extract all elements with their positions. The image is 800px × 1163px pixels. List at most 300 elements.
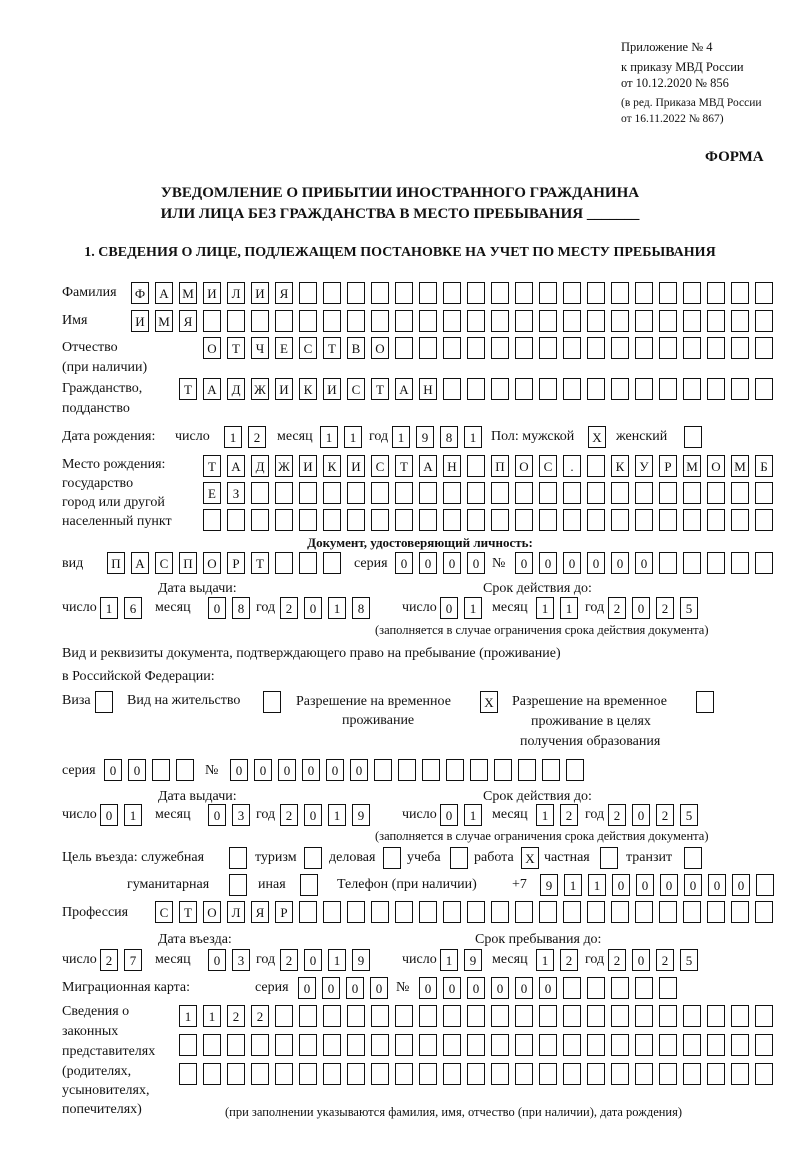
char-box[interactable]: [707, 482, 725, 504]
char-box[interactable]: [755, 310, 773, 332]
char-box[interactable]: [422, 759, 440, 781]
char-box[interactable]: [491, 310, 509, 332]
char-box[interactable]: 2: [656, 949, 674, 971]
char-box[interactable]: [755, 509, 773, 531]
char-box[interactable]: 1: [179, 1005, 197, 1027]
char-box[interactable]: [419, 1063, 437, 1085]
char-box[interactable]: О: [707, 455, 725, 477]
char-box[interactable]: [563, 901, 581, 923]
char-box[interactable]: [323, 509, 341, 531]
char-box[interactable]: [587, 1063, 605, 1085]
char-box[interactable]: 1: [124, 804, 142, 826]
char-box[interactable]: Л: [227, 901, 245, 923]
sex-female-checkbox[interactable]: [684, 426, 702, 448]
char-box[interactable]: [467, 1063, 485, 1085]
char-box[interactable]: 0: [346, 977, 364, 999]
char-box[interactable]: 9: [352, 949, 370, 971]
char-box[interactable]: 1: [100, 597, 118, 619]
char-box[interactable]: 9: [416, 426, 434, 448]
char-box[interactable]: 2: [656, 804, 674, 826]
char-box[interactable]: Т: [323, 337, 341, 359]
char-box[interactable]: [323, 482, 341, 504]
char-box[interactable]: 0: [419, 552, 437, 574]
char-box[interactable]: [347, 482, 365, 504]
char-box[interactable]: [299, 901, 317, 923]
char-box[interactable]: [152, 759, 170, 781]
char-box[interactable]: Т: [251, 552, 269, 574]
char-box[interactable]: И: [251, 282, 269, 304]
char-box[interactable]: [419, 310, 437, 332]
char-box[interactable]: [635, 901, 653, 923]
char-box[interactable]: [731, 310, 749, 332]
char-box[interactable]: [491, 337, 509, 359]
char-box[interactable]: О: [515, 455, 533, 477]
char-box[interactable]: [587, 310, 605, 332]
char-box[interactable]: [539, 1034, 557, 1056]
char-box[interactable]: [251, 1034, 269, 1056]
char-box[interactable]: [731, 901, 749, 923]
char-box[interactable]: [659, 552, 677, 574]
char-box[interactable]: [659, 509, 677, 531]
char-box[interactable]: И: [299, 455, 317, 477]
char-box[interactable]: [563, 378, 581, 400]
char-box[interactable]: [275, 552, 293, 574]
char-box[interactable]: 1: [464, 597, 482, 619]
char-box[interactable]: [323, 1034, 341, 1056]
char-box[interactable]: [491, 901, 509, 923]
char-box[interactable]: 5: [680, 804, 698, 826]
char-box[interactable]: [251, 310, 269, 332]
char-box[interactable]: [563, 282, 581, 304]
char-box[interactable]: [587, 378, 605, 400]
char-box[interactable]: [515, 1005, 533, 1027]
char-box[interactable]: [443, 1005, 461, 1027]
char-box[interactable]: 0: [467, 552, 485, 574]
char-box[interactable]: М: [731, 455, 749, 477]
char-box[interactable]: 0: [632, 949, 650, 971]
char-box[interactable]: [755, 1063, 773, 1085]
char-box[interactable]: 5: [680, 597, 698, 619]
char-box[interactable]: П: [491, 455, 509, 477]
char-box[interactable]: Ж: [251, 378, 269, 400]
char-box[interactable]: [635, 310, 653, 332]
char-box[interactable]: [275, 1005, 293, 1027]
char-box[interactable]: [443, 509, 461, 531]
char-box[interactable]: 0: [611, 552, 629, 574]
char-box[interactable]: [299, 310, 317, 332]
char-box[interactable]: [518, 759, 536, 781]
char-box[interactable]: [563, 337, 581, 359]
purpose-work-checkbox[interactable]: X: [521, 847, 539, 869]
char-box[interactable]: Т: [203, 455, 221, 477]
char-box[interactable]: Ф: [131, 282, 149, 304]
char-box[interactable]: [467, 1005, 485, 1027]
char-box[interactable]: [635, 1034, 653, 1056]
char-box[interactable]: [539, 378, 557, 400]
char-box[interactable]: У: [635, 455, 653, 477]
purpose-business-checkbox[interactable]: [383, 847, 401, 869]
char-box[interactable]: Р: [275, 901, 293, 923]
char-box[interactable]: К: [611, 455, 629, 477]
char-box[interactable]: [371, 1063, 389, 1085]
char-box[interactable]: [707, 901, 725, 923]
char-box[interactable]: [470, 759, 488, 781]
char-box[interactable]: 1: [224, 426, 242, 448]
char-box[interactable]: [659, 482, 677, 504]
char-box[interactable]: [467, 378, 485, 400]
char-box[interactable]: [443, 901, 461, 923]
char-box[interactable]: [683, 310, 701, 332]
char-box[interactable]: [707, 310, 725, 332]
char-box[interactable]: [611, 977, 629, 999]
char-box[interactable]: П: [107, 552, 125, 574]
char-box[interactable]: С: [347, 378, 365, 400]
char-box[interactable]: [635, 282, 653, 304]
char-box[interactable]: [755, 552, 773, 574]
char-box[interactable]: 1: [344, 426, 362, 448]
char-box[interactable]: [275, 482, 293, 504]
char-box[interactable]: 0: [443, 552, 461, 574]
char-box[interactable]: [731, 552, 749, 574]
char-box[interactable]: [275, 1034, 293, 1056]
char-box[interactable]: [515, 1063, 533, 1085]
char-box[interactable]: [443, 482, 461, 504]
purpose-tourism-checkbox[interactable]: [304, 847, 322, 869]
char-box[interactable]: 0: [539, 552, 557, 574]
char-box[interactable]: [659, 1034, 677, 1056]
char-box[interactable]: [611, 310, 629, 332]
char-box[interactable]: [683, 482, 701, 504]
char-box[interactable]: 1: [392, 426, 410, 448]
char-box[interactable]: О: [203, 552, 221, 574]
residence-permit-checkbox[interactable]: [263, 691, 281, 713]
char-box[interactable]: Н: [419, 378, 437, 400]
char-box[interactable]: [755, 378, 773, 400]
char-box[interactable]: [707, 337, 725, 359]
char-box[interactable]: [491, 1005, 509, 1027]
char-box[interactable]: [227, 1034, 245, 1056]
char-box[interactable]: [443, 378, 461, 400]
char-box[interactable]: [707, 1063, 725, 1085]
char-box[interactable]: 0: [684, 874, 702, 896]
char-box[interactable]: П: [179, 552, 197, 574]
char-box[interactable]: 0: [304, 804, 322, 826]
char-box[interactable]: [395, 1034, 413, 1056]
char-box[interactable]: 0: [302, 759, 320, 781]
char-box[interactable]: [611, 482, 629, 504]
char-box[interactable]: [635, 1063, 653, 1085]
char-box[interactable]: Т: [371, 378, 389, 400]
char-box[interactable]: 0: [440, 597, 458, 619]
char-box[interactable]: [707, 1005, 725, 1027]
char-box[interactable]: 1: [536, 804, 554, 826]
char-box[interactable]: [563, 310, 581, 332]
char-box[interactable]: [251, 509, 269, 531]
char-box[interactable]: [659, 1005, 677, 1027]
char-box[interactable]: 1: [536, 949, 554, 971]
char-box[interactable]: [611, 282, 629, 304]
char-box[interactable]: [251, 482, 269, 504]
char-box[interactable]: 8: [352, 597, 370, 619]
char-box[interactable]: А: [395, 378, 413, 400]
char-box[interactable]: [275, 310, 293, 332]
char-box[interactable]: 0: [128, 759, 146, 781]
char-box[interactable]: [563, 1063, 581, 1085]
char-box[interactable]: К: [323, 455, 341, 477]
char-box[interactable]: [563, 482, 581, 504]
char-box[interactable]: А: [227, 455, 245, 477]
char-box[interactable]: [659, 1063, 677, 1085]
char-box[interactable]: 0: [563, 552, 581, 574]
char-box[interactable]: [179, 1034, 197, 1056]
char-box[interactable]: 2: [251, 1005, 269, 1027]
char-box[interactable]: [371, 1034, 389, 1056]
char-box[interactable]: [395, 337, 413, 359]
char-box[interactable]: [659, 901, 677, 923]
char-box[interactable]: [299, 482, 317, 504]
char-box[interactable]: Д: [227, 378, 245, 400]
char-box[interactable]: 1: [328, 949, 346, 971]
char-box[interactable]: [515, 509, 533, 531]
char-box[interactable]: 2: [608, 597, 626, 619]
char-box[interactable]: 0: [708, 874, 726, 896]
char-box[interactable]: [347, 1063, 365, 1085]
char-box[interactable]: 0: [443, 977, 461, 999]
char-box[interactable]: [251, 1063, 269, 1085]
char-box[interactable]: 2: [608, 804, 626, 826]
char-box[interactable]: [515, 482, 533, 504]
char-box[interactable]: [731, 509, 749, 531]
char-box[interactable]: Я: [179, 310, 197, 332]
char-box[interactable]: [635, 977, 653, 999]
char-box[interactable]: [467, 1034, 485, 1056]
char-box[interactable]: А: [155, 282, 173, 304]
char-box[interactable]: 2: [280, 949, 298, 971]
char-box[interactable]: [419, 1005, 437, 1027]
char-box[interactable]: 0: [491, 977, 509, 999]
char-box[interactable]: 1: [464, 426, 482, 448]
char-box[interactable]: 0: [632, 597, 650, 619]
char-box[interactable]: [635, 378, 653, 400]
char-box[interactable]: [635, 1005, 653, 1027]
char-box[interactable]: Р: [227, 552, 245, 574]
char-box[interactable]: [299, 1005, 317, 1027]
char-box[interactable]: [371, 282, 389, 304]
char-box[interactable]: 1: [328, 804, 346, 826]
char-box[interactable]: [395, 310, 413, 332]
char-box[interactable]: [683, 509, 701, 531]
char-box[interactable]: А: [131, 552, 149, 574]
char-box[interactable]: [467, 337, 485, 359]
char-box[interactable]: [395, 901, 413, 923]
char-box[interactable]: 1: [564, 874, 582, 896]
char-box[interactable]: 8: [440, 426, 458, 448]
char-box[interactable]: 1: [320, 426, 338, 448]
char-box[interactable]: М: [179, 282, 197, 304]
char-box[interactable]: 2: [100, 949, 118, 971]
char-box[interactable]: [467, 509, 485, 531]
char-box[interactable]: 1: [588, 874, 606, 896]
temp-residence-checkbox[interactable]: X: [480, 691, 498, 713]
char-box[interactable]: 2: [560, 949, 578, 971]
char-box[interactable]: Ч: [251, 337, 269, 359]
char-box[interactable]: [371, 1005, 389, 1027]
char-box[interactable]: [323, 282, 341, 304]
char-box[interactable]: Т: [179, 378, 197, 400]
char-box[interactable]: [755, 482, 773, 504]
char-box[interactable]: 0: [322, 977, 340, 999]
char-box[interactable]: 9: [352, 804, 370, 826]
char-box[interactable]: [635, 337, 653, 359]
char-box[interactable]: С: [155, 552, 173, 574]
char-box[interactable]: Т: [227, 337, 245, 359]
char-box[interactable]: И: [131, 310, 149, 332]
char-box[interactable]: [731, 482, 749, 504]
edu-residence-checkbox[interactable]: [696, 691, 714, 713]
char-box[interactable]: 0: [208, 597, 226, 619]
purpose-private-checkbox[interactable]: [600, 847, 618, 869]
char-box[interactable]: [707, 552, 725, 574]
char-box[interactable]: Я: [275, 282, 293, 304]
char-box[interactable]: 2: [656, 597, 674, 619]
char-box[interactable]: 0: [254, 759, 272, 781]
char-box[interactable]: [755, 901, 773, 923]
char-box[interactable]: 0: [350, 759, 368, 781]
char-box[interactable]: [611, 1005, 629, 1027]
char-box[interactable]: .: [563, 455, 581, 477]
char-box[interactable]: [491, 482, 509, 504]
char-box[interactable]: [635, 482, 653, 504]
char-box[interactable]: И: [275, 378, 293, 400]
char-box[interactable]: И: [203, 282, 221, 304]
char-box[interactable]: [443, 337, 461, 359]
char-box[interactable]: 1: [560, 597, 578, 619]
char-box[interactable]: Д: [251, 455, 269, 477]
char-box[interactable]: [539, 1063, 557, 1085]
char-box[interactable]: О: [371, 337, 389, 359]
char-box[interactable]: [347, 901, 365, 923]
char-box[interactable]: [395, 509, 413, 531]
char-box[interactable]: [587, 1005, 605, 1027]
char-box[interactable]: С: [299, 337, 317, 359]
char-box[interactable]: [683, 1034, 701, 1056]
char-box[interactable]: [611, 1034, 629, 1056]
char-box[interactable]: 0: [208, 804, 226, 826]
char-box[interactable]: [731, 378, 749, 400]
char-box[interactable]: [323, 901, 341, 923]
char-box[interactable]: [563, 509, 581, 531]
char-box[interactable]: 0: [635, 552, 653, 574]
char-box[interactable]: [299, 1063, 317, 1085]
char-box[interactable]: [491, 282, 509, 304]
char-box[interactable]: Е: [275, 337, 293, 359]
char-box[interactable]: [731, 1063, 749, 1085]
char-box[interactable]: 1: [536, 597, 554, 619]
char-box[interactable]: 0: [660, 874, 678, 896]
char-box[interactable]: [683, 378, 701, 400]
char-box[interactable]: [611, 901, 629, 923]
char-box[interactable]: 9: [464, 949, 482, 971]
char-box[interactable]: [371, 901, 389, 923]
char-box[interactable]: [467, 282, 485, 304]
char-box[interactable]: [227, 310, 245, 332]
char-box[interactable]: [323, 310, 341, 332]
char-box[interactable]: [347, 1034, 365, 1056]
char-box[interactable]: [443, 310, 461, 332]
char-box[interactable]: [707, 378, 725, 400]
char-box[interactable]: [755, 1005, 773, 1027]
char-box[interactable]: [203, 509, 221, 531]
visa-checkbox[interactable]: [95, 691, 113, 713]
char-box[interactable]: [203, 1034, 221, 1056]
char-box[interactable]: [203, 310, 221, 332]
char-box[interactable]: [587, 901, 605, 923]
char-box[interactable]: [707, 1034, 725, 1056]
char-box[interactable]: [611, 337, 629, 359]
char-box[interactable]: [756, 874, 774, 896]
char-box[interactable]: 2: [280, 597, 298, 619]
char-box[interactable]: С: [371, 455, 389, 477]
char-box[interactable]: [515, 901, 533, 923]
char-box[interactable]: Ж: [275, 455, 293, 477]
char-box[interactable]: [179, 1063, 197, 1085]
char-box[interactable]: [683, 1005, 701, 1027]
char-box[interactable]: [275, 509, 293, 531]
char-box[interactable]: А: [419, 455, 437, 477]
char-box[interactable]: [419, 282, 437, 304]
char-box[interactable]: 0: [539, 977, 557, 999]
char-box[interactable]: [395, 482, 413, 504]
char-box[interactable]: [611, 1063, 629, 1085]
char-box[interactable]: [323, 1063, 341, 1085]
char-box[interactable]: 2: [227, 1005, 245, 1027]
char-box[interactable]: Т: [395, 455, 413, 477]
char-box[interactable]: [539, 282, 557, 304]
char-box[interactable]: [419, 482, 437, 504]
char-box[interactable]: [491, 1034, 509, 1056]
char-box[interactable]: 0: [208, 949, 226, 971]
char-box[interactable]: [299, 509, 317, 531]
char-box[interactable]: 0: [515, 977, 533, 999]
char-box[interactable]: [443, 1034, 461, 1056]
char-box[interactable]: В: [347, 337, 365, 359]
char-box[interactable]: [494, 759, 512, 781]
char-box[interactable]: [446, 759, 464, 781]
char-box[interactable]: 0: [636, 874, 654, 896]
char-box[interactable]: [542, 759, 560, 781]
char-box[interactable]: 1: [464, 804, 482, 826]
char-box[interactable]: [683, 1063, 701, 1085]
char-box[interactable]: 0: [278, 759, 296, 781]
char-box[interactable]: Л: [227, 282, 245, 304]
char-box[interactable]: 0: [732, 874, 750, 896]
char-box[interactable]: [299, 282, 317, 304]
char-box[interactable]: 3: [232, 949, 250, 971]
purpose-transit-checkbox[interactable]: [684, 847, 702, 869]
char-box[interactable]: Я: [251, 901, 269, 923]
char-box[interactable]: [275, 1063, 293, 1085]
char-box[interactable]: И: [347, 455, 365, 477]
purpose-other-checkbox[interactable]: [300, 874, 318, 896]
char-box[interactable]: [563, 977, 581, 999]
char-box[interactable]: [731, 1034, 749, 1056]
char-box[interactable]: 0: [370, 977, 388, 999]
char-box[interactable]: 0: [100, 804, 118, 826]
char-box[interactable]: 2: [280, 804, 298, 826]
char-box[interactable]: А: [203, 378, 221, 400]
char-box[interactable]: [611, 378, 629, 400]
char-box[interactable]: 0: [515, 552, 533, 574]
